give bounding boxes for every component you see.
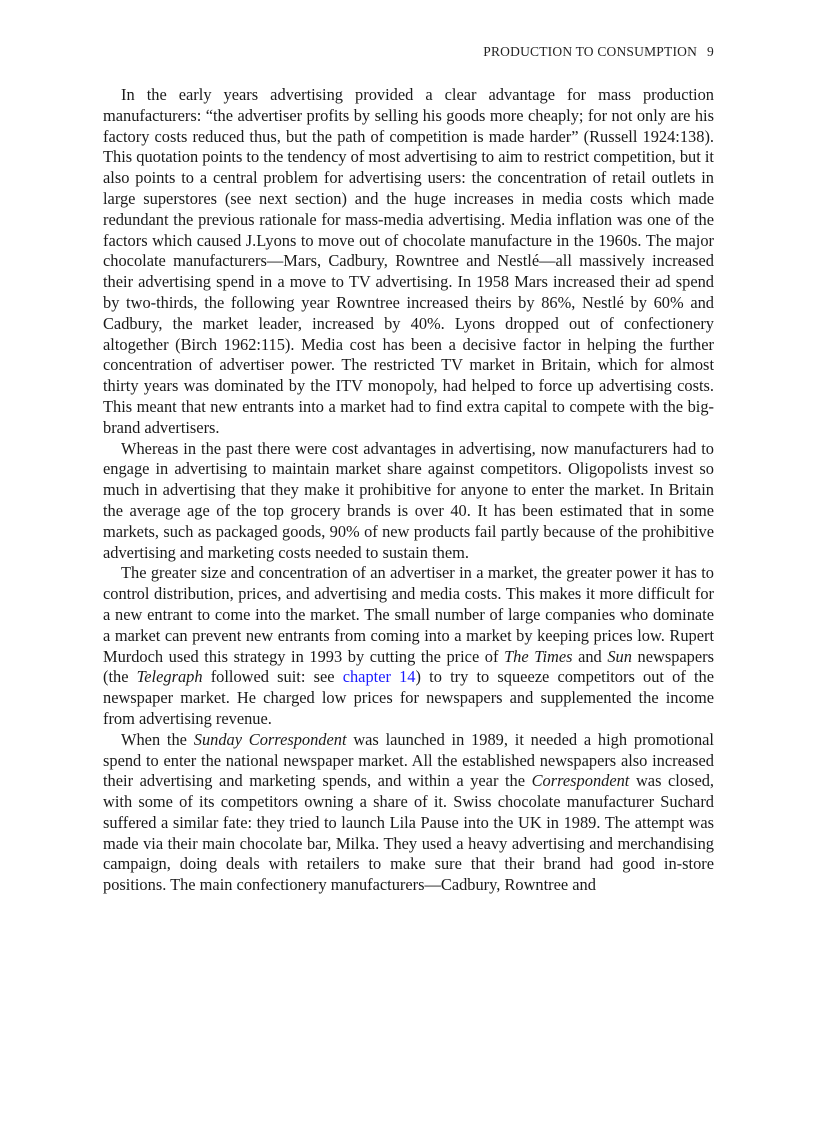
italic-title-sunday-correspondent: Sunday Correspondent — [193, 729, 347, 749]
paragraph-3 — [103, 563, 714, 729]
text-run: ) to try to squeeze competitors out of the newspaper market. He charged low prices for newspapers and supplemented the income from advertising revenue. — [103, 667, 714, 728]
text-run: The greater size and concentration of an advertiser in a market, the greater power it has to control distribution, prices, and advertising and media costs. This makes it more difficult for a new entrant to come into the market. The small number of large companies who dominate a market can prevent new entrants from coming into a market by keeping prices low. Rupert Murdoch used this strategy in 1993 by cutting the price of — [103, 563, 714, 666]
paragraph-4 — [103, 730, 714, 896]
text-run: was launched in 1989, it needed a high promotional spend to enter the national newspaper market. All the established newspapers also increased their advertising and marketing spends, and within a year the — [103, 729, 714, 791]
paragraph-2: Whereas in the past there were cost advantages in advertising, now manufacturers had to engage in advertising to maintain market share against competitors. Oligopolists invest so much in advertising that they make it prohibitive for anyone to enter the market. In Britain the average age of the top grocery brands is over 40. It has been estimated that in some markets, such as packaged goods, 90% of new products fail partly because of the prohibitive advertising and marketing costs needed to sustain them. — [103, 438, 714, 562]
running-title: PRODUCTION TO CONSUMPTION — [483, 44, 698, 59]
text-run: When the — [121, 729, 194, 749]
chapter-14-link[interactable]: chapter 14 — [342, 667, 416, 687]
body-text — [103, 85, 714, 896]
running-head — [483, 44, 714, 60]
italic-title-telegraph: Telegraph — [136, 667, 203, 687]
italic-title-sun: Sun — [607, 646, 632, 666]
page-number: 9 — [707, 44, 714, 59]
text-run: was closed, with some of its competitors owning a share of it. Swiss chocolate manufacturer Suchard suffered a similar fate: they tried to launch Lila Pause into the UK in 1989. The attempt was made via their main chocolate bar, Milka. They used a heavy advertising and merchandising campaign, doing deals with retailers to make sure that their brand had good in-store positions. The main confectionery manufacturers—Cadbury, Rowntree and — [103, 771, 715, 895]
italic-title-the-times: The Times — [504, 646, 573, 666]
paragraph-1: In the early years advertising provided a clear advantage for mass production manufacturers: “the advertiser profits by selling his goods more cheaply; for not only are his factory costs reduced thus, but the path of competition is made harder” (Russell 1924:138). This quotation points to the tendency of most advertising to aim to restrict competition, but it also points to a central problem for advertising users: the concentration of retail outlets in large superstores (see next section) and the huge increases in media costs which made redundant the previous rationale for mass-media advertising. Media inflation was one of the factors which caused J.Lyons to move out of chocolate manufacture in the 1960s. The major chocolate manufacturers—Mars, Cadbury, Rowntree and Nestlé—all massively increased their advertising spend in a move to TV advertising. In 1958 Mars increased their ad spend by two-thirds, the following year Rowntree increased theirs by 86%, Nestlé by 60% and Cadbury, the market leader, increased by 40%. Lyons dropped out of confectionery altogether (Birch 1962:115). Media cost has been a decisive factor in helping the further concentration of advertiser power. The restricted TV market in Britain, which for almost thirty years was dominated by the ITV monopoly, had helped to force up advertising costs. This meant that new entrants into a market had to find extra capital to compete with the big-brand advertisers. — [103, 85, 714, 437]
text-run: newspapers (the — [103, 646, 714, 687]
italic-title-correspondent: Correspondent — [531, 771, 630, 791]
text-run: and — [572, 646, 608, 666]
text-run: followed suit: see — [202, 667, 343, 687]
